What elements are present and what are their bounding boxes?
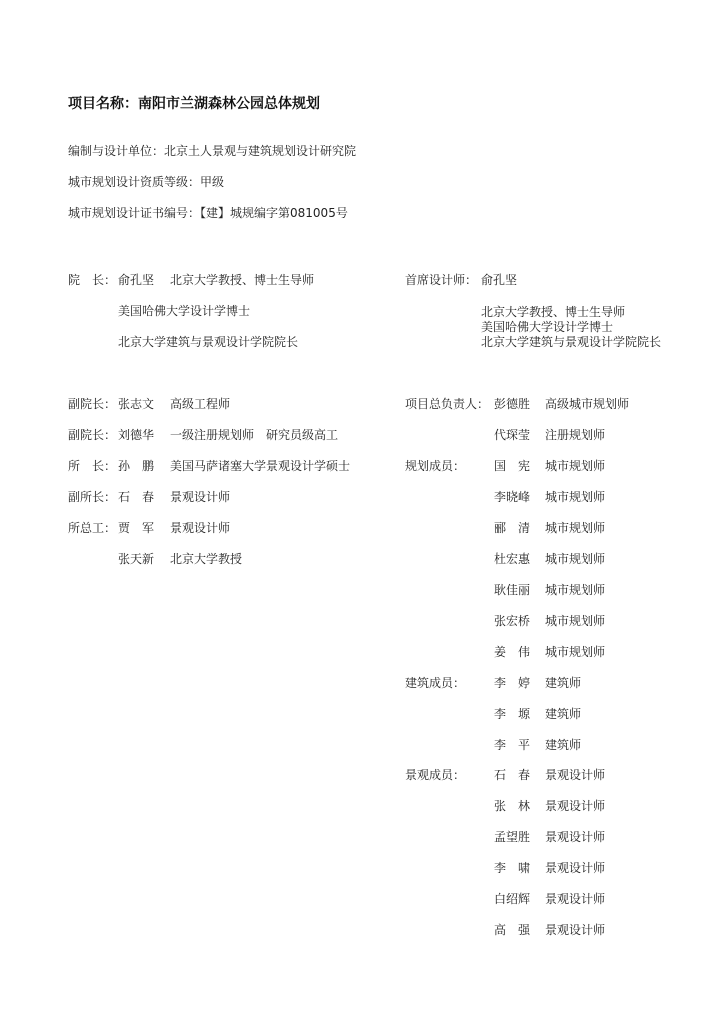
team-name: 杜宏惠 xyxy=(494,552,531,566)
staff-title: 一级注册规划师 研究员级高工 xyxy=(170,428,339,442)
team-name: 彭德胜 xyxy=(494,397,531,411)
team-title: 景观设计师 xyxy=(545,892,606,906)
team-name: 李 婷 xyxy=(494,676,531,690)
team-label: 规划成员： xyxy=(405,459,466,473)
info-value: 甲级 xyxy=(200,175,225,189)
team-name: 李晓峰 xyxy=(494,490,531,504)
staff-label: 副所长： xyxy=(68,490,117,504)
project-name: 南阳市兰湖森林公园总体规划 xyxy=(138,96,320,112)
info-grade xyxy=(68,175,224,189)
president-name: 俞孔坚 xyxy=(118,273,155,287)
staff-title: 景观设计师 xyxy=(170,490,231,504)
president-line: 美国哈佛大学设计学博士 xyxy=(118,304,251,318)
team-title: 建筑师 xyxy=(545,676,582,690)
info-label: 城市规划设计资质等级： xyxy=(68,175,201,189)
president-line: 北京大学教授、博士生导师 xyxy=(170,273,315,287)
team-name: 李 平 xyxy=(494,738,531,752)
team-name: 白绍辉 xyxy=(494,892,531,906)
team-title: 建筑师 xyxy=(545,707,582,721)
team-title: 城市规划师 xyxy=(545,614,606,628)
team-name: 高 强 xyxy=(494,923,531,937)
staff-name: 孙 鹏 xyxy=(118,459,155,473)
staff-title: 高级工程师 xyxy=(170,397,231,411)
team-name: 李 塬 xyxy=(494,707,531,721)
staff-label: 副院长： xyxy=(68,428,117,442)
staff-title: 北京大学教授 xyxy=(170,552,243,566)
team-name: 代琛莹 xyxy=(494,428,531,442)
team-title: 城市规划师 xyxy=(545,645,606,659)
staff-name: 贾 军 xyxy=(118,521,155,535)
team-name: 石 春 xyxy=(494,768,531,782)
chief-label: 首席设计师： xyxy=(405,273,478,287)
info-unit xyxy=(68,144,356,158)
team-name: 姜 伟 xyxy=(494,645,531,659)
team-name: 李 啸 xyxy=(494,861,531,875)
staff-title: 美国马萨诸塞大学景观设计学硕士 xyxy=(170,459,351,473)
team-name: 郦 清 xyxy=(494,521,531,535)
chief-line: 北京大学教授、博士生导师 xyxy=(481,305,626,319)
staff-name: 张天新 xyxy=(118,552,155,566)
staff-name: 石 春 xyxy=(118,490,155,504)
info-label: 城市规划设计证书编号： xyxy=(68,206,201,220)
team-name: 张宏桥 xyxy=(494,614,531,628)
staff-name: 刘德华 xyxy=(118,428,155,442)
staff-label: 所 长： xyxy=(68,459,117,473)
chief-line: 北京大学建筑与景观设计学院院长 xyxy=(481,335,662,349)
info-label: 编制与设计单位： xyxy=(68,144,165,158)
team-title: 城市规划师 xyxy=(545,552,606,566)
info-value: 北京土人景观与建筑规划设计研究院 xyxy=(164,144,357,158)
staff-name: 张志文 xyxy=(118,397,155,411)
team-title: 注册规划师 xyxy=(545,428,606,442)
team-title: 城市规划师 xyxy=(545,459,606,473)
team-title: 高级城市规划师 xyxy=(545,397,630,411)
project-label: 项目名称： xyxy=(68,96,138,112)
team-title: 城市规划师 xyxy=(545,521,606,535)
chief-line: 美国哈佛大学设计学博士 xyxy=(481,320,614,334)
team-label: 景观成员： xyxy=(405,768,466,782)
president-label: 院 长： xyxy=(68,273,117,287)
info-certificate xyxy=(68,206,348,220)
staff-label: 副院长： xyxy=(68,397,117,411)
team-title: 城市规划师 xyxy=(545,490,606,504)
team-title: 景观设计师 xyxy=(545,830,606,844)
staff-label: 所总工： xyxy=(68,521,117,535)
info-value: 【建】城规编字第081005号 xyxy=(200,206,348,220)
project-title xyxy=(68,96,320,112)
team-title: 景观设计师 xyxy=(545,923,606,937)
team-title: 建筑师 xyxy=(545,738,582,752)
team-title: 景观设计师 xyxy=(545,799,606,813)
team-name: 耿佳丽 xyxy=(494,583,531,597)
staff-title: 景观设计师 xyxy=(170,521,231,535)
team-label: 建筑成员： xyxy=(405,676,466,690)
chief-name: 俞孔坚 xyxy=(481,273,518,287)
team-name: 孟望胜 xyxy=(494,830,531,844)
team-name: 国 宪 xyxy=(494,459,531,473)
team-label: 项目总负责人： xyxy=(405,397,490,411)
team-title: 景观设计师 xyxy=(545,768,606,782)
team-title: 景观设计师 xyxy=(545,861,606,875)
team-title: 城市规划师 xyxy=(545,583,606,597)
president-line: 北京大学建筑与景观设计学院院长 xyxy=(118,335,299,349)
team-name: 张 林 xyxy=(494,799,531,813)
